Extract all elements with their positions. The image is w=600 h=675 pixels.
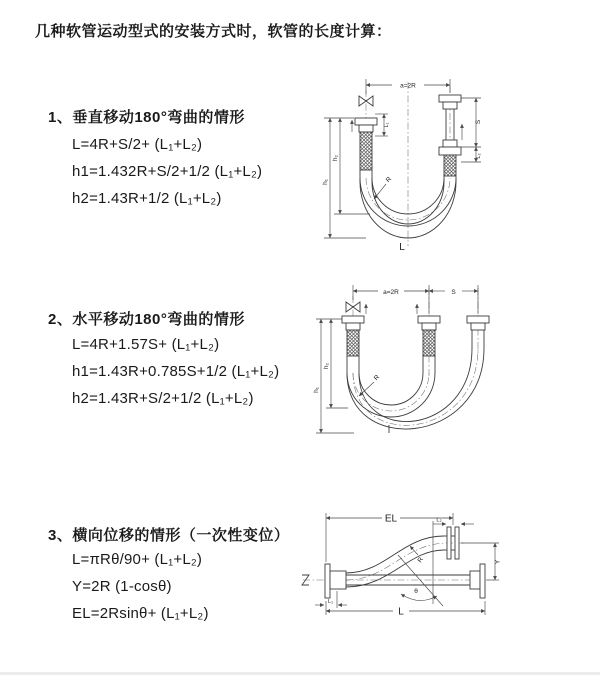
dim-label-L1: L₁ bbox=[384, 122, 390, 128]
dim-S bbox=[429, 289, 478, 296]
formula: Y=2R (1-cosθ) bbox=[72, 578, 172, 595]
page-title: 几种软管运动型式的安装方式时，软管的长度计算： bbox=[35, 23, 392, 40]
dim-label-R: R bbox=[372, 373, 382, 383]
dim-EL bbox=[326, 513, 453, 565]
dim-h1 bbox=[322, 118, 366, 238]
dim-label-h2: h₂ bbox=[323, 362, 330, 370]
dim-L2 bbox=[461, 147, 482, 162]
dim-S bbox=[461, 98, 482, 147]
diagram-lateral-displacement bbox=[298, 503, 600, 658]
dim-label-L2: L₂ bbox=[436, 517, 442, 524]
dim-label-R: R bbox=[416, 556, 425, 565]
braided-hose-section bbox=[360, 132, 372, 170]
formula: L=4R+S/2+ (L₁+L₂) bbox=[72, 136, 203, 153]
dim-label-S: S bbox=[451, 288, 456, 296]
formula: h2=1.43R+S/2+1/2 (L₁+L₂) bbox=[72, 390, 254, 407]
middle-pipe-fitting bbox=[418, 316, 440, 356]
formula: L=πRθ/90+ (L₁+L₂) bbox=[72, 551, 203, 568]
formula: h1=1.432R+S/2+1/2 (L₁+L₂) bbox=[72, 163, 263, 180]
dim-a-2R bbox=[353, 285, 478, 314]
dim-L2 bbox=[433, 518, 474, 525]
braided-hose-section bbox=[444, 155, 456, 176]
centerlines bbox=[366, 82, 450, 246]
angle-label-theta: θ bbox=[414, 588, 418, 595]
dim-label-L: L bbox=[399, 242, 405, 253]
centerlines bbox=[353, 288, 478, 433]
dim-label-Y: Y bbox=[494, 559, 502, 565]
section-1-heading: 1、垂直移动180°弯曲的情形 bbox=[48, 109, 245, 126]
left-pipe-fitting bbox=[325, 564, 346, 598]
formula: L=4R+1.57S+ (L₁+L₂) bbox=[72, 336, 220, 353]
left-pipe-fitting bbox=[342, 316, 364, 356]
dim-label-a2R: a=2R bbox=[400, 82, 416, 90]
radius-callout bbox=[410, 546, 425, 564]
dim-label-h1: h₁ bbox=[313, 387, 320, 393]
left-pipe-fitting bbox=[355, 118, 377, 170]
diagram-horizontal-180-bend bbox=[308, 278, 600, 463]
diagram-vertical-180-bend bbox=[308, 70, 592, 268]
dim-label-L1: L₁ bbox=[328, 599, 333, 605]
dim-label-S: S bbox=[475, 119, 482, 125]
formula: h1=1.43R+0.785S+1/2 (L₁+L₂) bbox=[72, 363, 280, 380]
dim-L bbox=[326, 601, 485, 618]
movement-arrows bbox=[366, 304, 417, 314]
dim-label-h1: h₁ bbox=[322, 179, 329, 185]
dim-label-L2: L₂ bbox=[476, 153, 482, 159]
right-pipe-fitting bbox=[439, 95, 461, 176]
radius-callout bbox=[359, 374, 381, 396]
dim-label-h2: h₂ bbox=[332, 154, 339, 162]
radius-callout bbox=[374, 176, 393, 199]
dim-label-a2R: a=2R bbox=[383, 288, 399, 296]
dim-L1 bbox=[315, 591, 347, 608]
section-3-heading: 3、横向位移的情形（一次性变位） bbox=[48, 527, 290, 544]
dim-label-EL: EL bbox=[384, 513, 398, 525]
formula: h2=1.43R+1/2 (L₁+L₂) bbox=[72, 190, 222, 207]
formula: EL=2Rsinθ+ (L₁+L₂) bbox=[72, 605, 209, 622]
dim-label-L: L bbox=[398, 606, 404, 618]
hose-u-bend bbox=[347, 348, 484, 429]
dim-label-R: R bbox=[384, 175, 394, 185]
section-2-heading: 2、水平移动180°弯曲的情形 bbox=[48, 311, 245, 328]
